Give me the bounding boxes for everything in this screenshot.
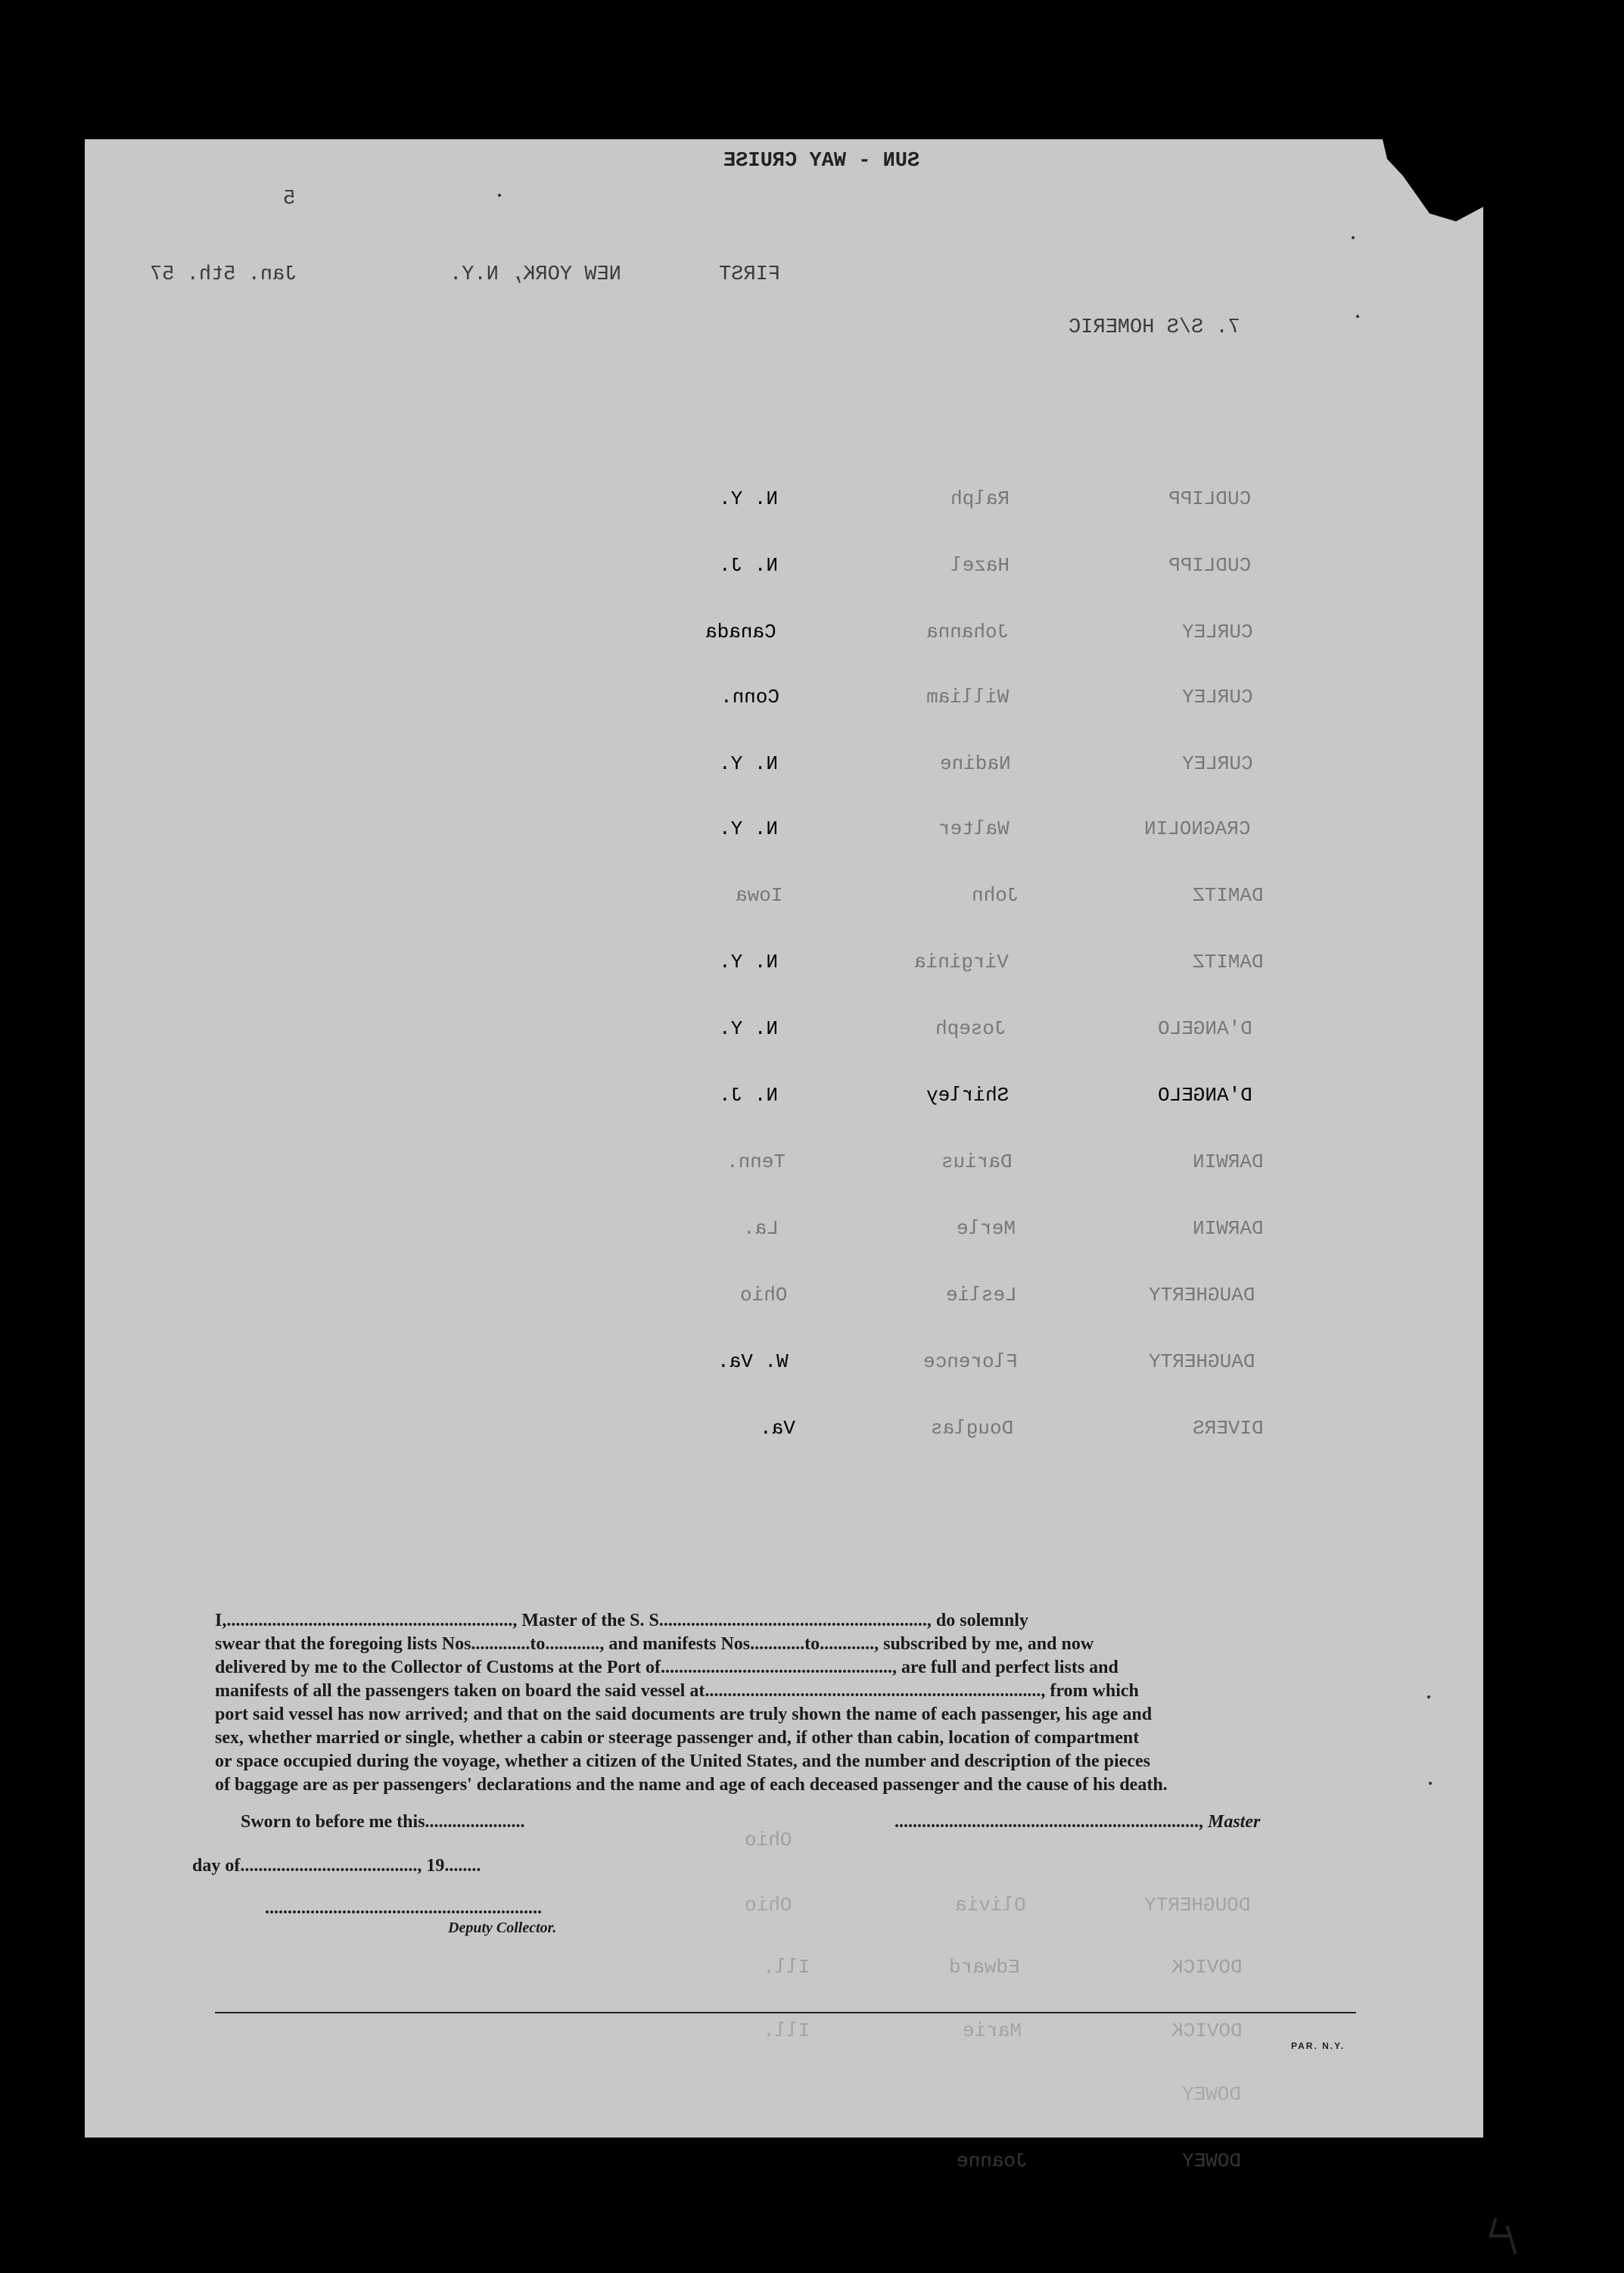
passenger-given-name: Nadine [940, 752, 1011, 775]
passenger-residence: N. Y. [719, 487, 779, 510]
passenger-given-name: Darius [941, 1151, 1013, 1173]
passenger-surname: CURLEY [1182, 752, 1253, 775]
bleed-given: Edward [949, 1956, 1020, 1979]
passenger-surname: DAUGHERTY [1149, 1350, 1255, 1373]
bleed-surname: DOVICK [1171, 2019, 1243, 2042]
stray-dot [498, 194, 501, 197]
passenger-residence: N. J. [719, 1084, 779, 1107]
bleed-given: Joanne [957, 2150, 1028, 2172]
bleed-residence: Ill. [763, 2019, 810, 2042]
bleed-residence: Ill. [763, 1956, 810, 1979]
master-label: Master [1208, 1812, 1261, 1832]
passenger-residence: Tenn. [726, 1151, 786, 1173]
passenger-given-name: Douglas [931, 1417, 1014, 1440]
passenger-given-name: Merle [957, 1217, 1016, 1240]
manifest-page [85, 139, 1483, 2172]
bleed-surname: DOWEY [1182, 2083, 1242, 2106]
oath-line: port said vessel has now arrived; and that on the said documents are truly shown the name of each passenger, his age and [215, 1705, 1153, 1724]
master-oath [215, 1609, 1447, 1797]
passenger-given-name: Hazel [950, 554, 1010, 577]
passenger-residence: N. J. [719, 554, 779, 577]
passenger-surname: CRAGNOLIN [1144, 817, 1251, 840]
passenger-residence: Iowa [736, 884, 783, 907]
bleed-residence: Ohio [745, 1894, 792, 1916]
stray-dot [1352, 236, 1355, 239]
passenger-given-name: Shirley [926, 1084, 1010, 1107]
passenger-surname: DAUGHERTY [1149, 1284, 1255, 1306]
bleed-residence: Ohio [745, 1829, 792, 1851]
oath-line: swear that the foregoing lists Nos.............to............, and manifests Nos............to............, subscribed by me, and now [215, 1634, 1094, 1654]
stray-dot [1356, 315, 1359, 318]
passenger-residence: Va. [760, 1417, 795, 1440]
port-label: NEW YORK, N.Y. [450, 263, 621, 286]
day-of-line: day of......................................., 19........ [192, 1856, 481, 1876]
passenger-given-name: Virginia [914, 951, 1009, 973]
bleed-surname: DOUGHERTY [1144, 1894, 1251, 1916]
passenger-residence: N. Y. [719, 1017, 779, 1040]
class-label: FIRST [719, 263, 781, 286]
passenger-residence: N. Y. [719, 951, 779, 973]
passenger-residence: N. Y. [719, 817, 779, 840]
oath-line: sex, whether married or single, whether a cabin or steerage passenger and, if other than cabin, location of compartment [215, 1728, 1140, 1748]
passenger-surname: CURLEY [1182, 621, 1253, 643]
stray-dot [1429, 1782, 1432, 1785]
bleed-given: Olivia [955, 1894, 1026, 1916]
form-code: PAR. N.Y. [1291, 2041, 1346, 2051]
passenger-surname: DIVERS [1193, 1417, 1264, 1440]
bleed-given: Marie [963, 2019, 1022, 2042]
vessel-label: 7. S/S HOMERIC [1069, 316, 1240, 339]
passenger-residence: La. [743, 1217, 779, 1240]
master-signature-line [894, 1812, 1260, 1832]
passenger-surname: CUDLIPP [1168, 554, 1252, 577]
deputy-collector-label: Deputy Collector. [448, 1920, 557, 1936]
deputy-signature-dots: ............................................................. [265, 1898, 542, 1918]
passenger-given-name: William [926, 686, 1010, 708]
passenger-given-name: Johanna [926, 621, 1010, 643]
passenger-surname: DARWIN [1193, 1217, 1264, 1240]
passenger-residence: Conn. [720, 686, 780, 708]
oath-line: of baggage are as per passengers' declarations and the name and age of each deceased passenger and the cause of his death. [215, 1775, 1168, 1795]
passenger-given-name: Ralph [950, 487, 1010, 510]
passenger-given-name: Florence [923, 1350, 1018, 1373]
passenger-surname: DARWIN [1193, 1151, 1264, 1173]
bleed-surname: DOWEY [1182, 2150, 1242, 2172]
cruise-title: SUN - WAY CRUISE [723, 150, 920, 173]
date-label: Jan. 5th. 57 [150, 263, 297, 286]
bottom-rule [215, 2012, 1356, 2013]
sworn-line: Sworn to before me this...................... [241, 1812, 525, 1832]
passenger-residence: Ohio [740, 1284, 788, 1306]
passenger-surname: D'ANGELO [1158, 1017, 1252, 1040]
handwritten-mark [1488, 2213, 1533, 2259]
passenger-residence: Canada [705, 621, 776, 643]
passenger-surname: CUDLIPP [1168, 487, 1252, 510]
passenger-given-name: John [972, 884, 1019, 907]
passenger-residence: W. Va. [717, 1350, 789, 1373]
oath-line: or space occupied during the voyage, whether a citizen of the United States, and the number and description of the pieces [215, 1751, 1150, 1771]
oath-line: I,..............................................................., Master of the S. S..........................................................., do solemnly [215, 1611, 1028, 1630]
passenger-surname: DAMITZ [1193, 951, 1264, 973]
oath-line: manifests of all the passengers taken on board the said vessel at.........................................................................., from which [215, 1681, 1139, 1701]
passenger-surname: CURLEY [1182, 686, 1253, 708]
oath-line: delivered by me to the Collector of Customs at the Port of..................................................., are full and perfect lists and [215, 1658, 1118, 1677]
passenger-surname: D'ANGELO [1158, 1084, 1252, 1107]
master-dots: ..................................................................., [894, 1812, 1208, 1832]
bleed-surname: DOVICK [1171, 1956, 1243, 1979]
passenger-given-name: Leslie [946, 1284, 1017, 1306]
passenger-given-name: Joseph [935, 1017, 1006, 1040]
sheet-number: 5 [283, 188, 296, 210]
passenger-residence: N. Y. [719, 752, 779, 775]
stray-dot [1427, 1695, 1430, 1699]
passenger-given-name: Walter [938, 817, 1010, 840]
passenger-surname: DAMITZ [1193, 884, 1264, 907]
